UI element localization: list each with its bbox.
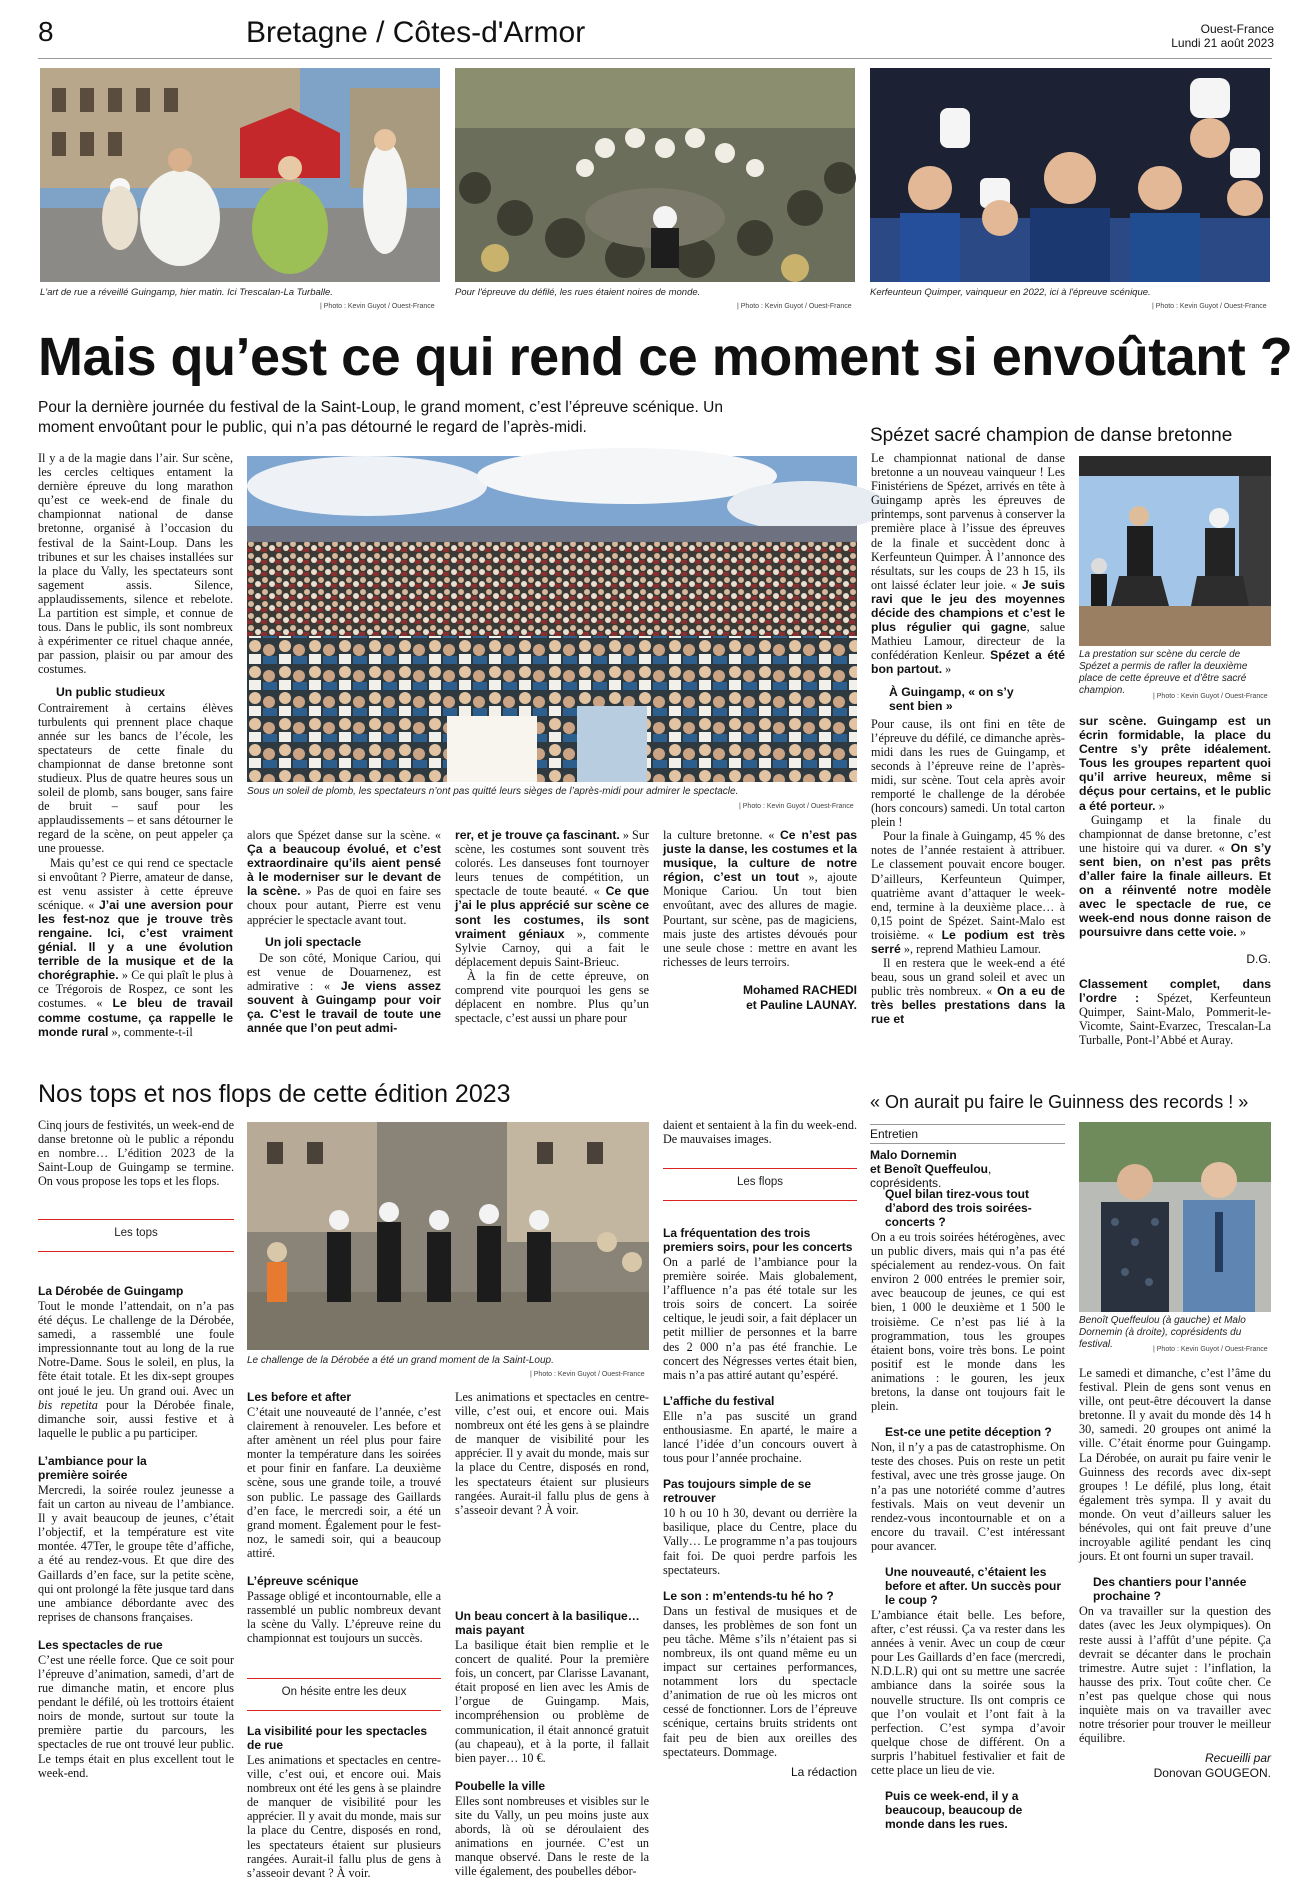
spezet-col-2: [1079, 714, 1271, 1047]
caption-parade: Pour l'épreuve du défilé, les rues étaient noires de monde.: [455, 287, 701, 298]
page-number: 8: [38, 16, 54, 47]
photo-copresidents: [1079, 1122, 1271, 1312]
question-5: Des chantiers pour l’année prochaine ?: [1093, 1575, 1247, 1604]
rule-mixed-top: [247, 1678, 441, 1679]
article-col-2: [247, 828, 441, 1035]
photo-street-art: [40, 68, 440, 282]
answer-5: On va travailler sur la question des dates (avec les Jeux olympiques). On reste aussi à l’affût d’une pépite. Ça devrait se décanter dans le prochain trimestre. Autre sujet : l’inflation, la hausse des prix. Tout coûte cher. Ce n’est pas quelque chose qui nous inquiète mais on va travailler avec notre trésorier pour trouver le meilleur équilibre.: [1079, 1604, 1271, 1746]
credit-parade: | Photo : Kevin Guyot / Ouest-France: [737, 303, 852, 310]
article-col-1: [38, 451, 233, 1039]
spezet-col-1: [871, 451, 1065, 1027]
article-paragraph: Pour la finale à Guingamp, 45 % des notes de l’année restaient à attribuer. Le classement pouvait encore bouger. D’ailleurs, Kerfeunteun Quimper, quatrième avant d’attaquer le week-end, termine à la deuxième place… à 0,15 point de Spézet. Saint-Malo est troisième. « Le podium est très serré », reprend Mathieu Lamour.: [871, 829, 1065, 956]
question-2: Est-ce une petite déception ?: [885, 1425, 1052, 1440]
caption-kerfeunteun: Kerfeunteun Quimper, vainqueur en 2022, ici à l'épreuve scénique.: [870, 287, 1151, 298]
article-paragraph: C’était une nouveauté de l’année, c’est clairement à renouveler. Les before et after amènent un réel plus pour faire monter la température dans les soirées et pour finir en fanfare. La deuxième scène, sous une grande toile, a trouvé son public. Le passage des Gaillards d’en face, le mercredi soir, a été un grand moment. Également pour le fest-noz, le samedi soir, qui a beaucoup attiré.: [247, 1405, 441, 1560]
author-line-2: et Pauline LAUNAY.: [746, 997, 857, 1012]
tops-col-2b: [247, 1724, 441, 1880]
article-paragraph: Dans un festival de musiques et de danses, les problèmes de son font un peu tâche. Même s’ils n’étaient pas si nombreux, ils ont quand même eu un impact sur certaines performances, notamment lors du spectacle d’animation de rue où les micros ont cessé de fonctionner. Lors de l’épreuve scénique, certains bruits stridents ont fait peu de bien aux oreilles des spectateurs. Dommage.: [663, 1603, 857, 1759]
rule-mixed-bottom: [247, 1710, 441, 1711]
article-paragraph: Elle n’a pas suscité un grand enthousiasme. En aparté, le maire a lancé l’idée d’un concours ouvert à tous pour l’année prochaine.: [663, 1408, 857, 1466]
rule-tops-top: [38, 1219, 234, 1220]
photo-kerfeunteun-stage: [870, 68, 1270, 282]
rule-flops-bottom: [663, 1200, 857, 1201]
article-paragraph: Mais qu’est ce qui rend ce spectacle si envoûtant ? Pierre, amateur de danse, est venu assister à cette épreuve scénique. « J’ai une aversion pour les fest-noz que je trouve très rengaine. Ici, c’est vraiment génial. Il y a une évolution terrible de la musique et de la chorégraphie. » Ce qui plaît le plus à ce Trégorois de Rospez, ce sont les costumes. « Le bleu de travail comme costume, ça rappelle le monde rural », commente-t-il: [38, 855, 233, 1039]
article-paragraph: Passage obligé et incontournable, elle a rassemblé un public nombreux devant la scène du Vally. L’épreuve reine du championnat est toujours un succès.: [247, 1589, 441, 1646]
main-standfirst: Pour la dernière journée du festival de la Saint-Loup, le grand moment, c’est l’épreuve scénique. Un moment envoûtant pour le public, qui n’a pas détourné le regard de l’après-midi.: [38, 399, 723, 436]
article-paragraph: Mercredi, la soirée roulez jeunesse a fait un carton au niveau de l’ambiance. Il y avait beaucoup de jeunes, c’était l’objectif, et la température est vite montée. 47Ter, le groupe tête d’affiche, a été au rendez-vous. Et que dire des Gaillards d’en face, sur la petite scène, qui ont prolongé la fête jusque tard dans une ambiance débordante avec des reprises de chansons françaises.: [38, 1482, 234, 1624]
publication-name: Ouest-France: [1200, 22, 1274, 36]
collected-by: Recueilli par: [1204, 1751, 1271, 1766]
label-mixed: On hésite entre les deux: [281, 1686, 407, 1698]
interview-title: « On aurait pu faire le Guinness des records ! »: [870, 1092, 1249, 1112]
heading-frequentation: La fréquentation des trois premiers soirs, pour les concerts: [663, 1226, 853, 1254]
article-paragraph: Tout le monde l’attendait, on n’a pas été déçus. Le challenge de la Dérobée, samedi, a rassemblé une foule impressionnante tout au long de la rue Notre-Dame. Sous le soleil, en plus, la fête était totale. Et les dix-sept groupes ont joué le jeu. Un grand oui. Avec un bis repetita pour la Dérobée finale, dimanche soir, aussi festive et à laquelle le public a pu participer.: [38, 1299, 234, 1440]
label-flops: Les flops: [736, 1176, 784, 1188]
caption-street-art: L'art de rue a réveillé Guingamp, hier matin. Ici Trescalan-La Turballe.: [40, 287, 333, 298]
main-headline: Mais qu’est ce qui rend ce moment si envoûtant ?: [38, 327, 1293, 387]
heading-son: Le son : m’entends-tu hé ho ?: [663, 1588, 834, 1603]
article-paragraph: la culture bretonne. « Ce n’est pas juste la danse, les costumes et la musique, la culture de notre région, c’est un tout », ajoute Monique Cariou. Un tout bien envoûtant, avec des allures de magie. Pourtant, sur scène, pas de magiciens, mais juste des artistes dévoués pour une seule chose : mettre en avant les richesses de leurs terroirs.: [663, 828, 858, 969]
article-paragraph: Il y a de la magie dans l’air. Sur scène, les cercles celtiques entament la dernière épreuve du long marathon qu’est ce week-end de finale du championnat national de danse bretonne, organisé à l’occasion du festival de la Saint-Loup. Dans les tribunes et sur les chaises installées sur la place du Vally, les spectateurs sont sagement assis. Silence, applaudissements, silence et rebelote. La partition est simple, et connue de tous. Dans le public, ils sont nombreux à expérimenter ce rituel chaque année, par passion, plaisir ou par amour des costumes.: [38, 451, 233, 677]
interview-col-1: [871, 1178, 1065, 1832]
credit-derobee: | Photo : Kevin Guyot / Ouest-France: [530, 1371, 645, 1378]
article-col-4: [663, 828, 857, 1013]
heading-spectacles-rue: Les spectacles de rue: [38, 1637, 163, 1652]
article-paragraph: sur scène. Guingamp est un écrin formidable, la place du Centre s’y prête idéalement. Tous les groupes repartent quoi qu’il arrive heureux, même si déçus pour certains, et le public a été porteur. »: [1079, 714, 1271, 813]
heading-epreuve-scenique: L’épreuve scénique: [247, 1574, 359, 1589]
photo-audience: [247, 456, 857, 782]
subheading-guingamp: À Guingamp, « on s’y sent bien »: [889, 684, 1014, 713]
ranking: Classement complet, dans l’ordre : Spézet, Kerfeunteun Quimper, Saint-Malo, Pommerit-le-Vicomte, Saint-Evarzec, Trescalan-La Turballe, Pont-l’Abbé et Auray.: [1079, 976, 1271, 1047]
article-paragraph: Les animations et spectacles en centre-ville, c’est oui, et encore oui. Mais nombreux ont été les gens à se plaindre de manquer de visibilité pour les apprécier. Il y avait du monde, mais sur la place du Centre, disposés en rond, les spectateurs étaient sur plusieurs rangées. Aurait-il fallu plus de gens à s’asseoir devant ? À voir.: [455, 1390, 649, 1517]
header-rule: [38, 58, 1272, 59]
tops-col-2: [247, 1390, 441, 1645]
author-line-1: Mohamed RACHEDI: [742, 982, 857, 997]
spezet-title: Spézet sacré champion de danse bretonne: [870, 425, 1233, 446]
answer-1: On a eu trois soirées hétérogènes, avec un public divers, mais qui n’a pas été spécialement au rendez-vous. On fait environ 2 000 entrées le premier soir, avec beaucoup de jeunes, ce qui est bien, 1 000 le deuxième et 1 500 le troisième. Ce n’est pas lié à la programmation, tous les groupes étaient bons, voire très bons. Le point positif est le monde dans les animations : le gouren, les jeux bretons, la danse ont toujours fait le plein.: [871, 1230, 1065, 1414]
rule-tops-bottom: [38, 1251, 234, 1252]
article-paragraph: Pour cause, ils ont fini en tête de l’épreuve du défilé, ce dimanche après-midi dans les rues de Guingamp, et seconds à l’épreuve reine de l’après-midi, sur scène. Tout cela après avoir remporté le challenge de la dérobée (hors concours) samedi. Un total carton plein !: [871, 716, 1065, 830]
tops-author: La rédaction: [790, 1764, 857, 1779]
photo-spezet-stage: [1079, 456, 1271, 646]
publication-date: Lundi 21 août 2023: [1171, 36, 1274, 50]
credit-audience: | Photo : Kevin Guyot / Ouest-France: [739, 803, 854, 810]
question-1: Quel bilan tirez-vous tout d’abord des trois soirées-concerts ?: [885, 1187, 1032, 1229]
caption-copresidents: Benoît Queffeulou (à gauche) et Malo Dornemin (à droite), coprésidents du festival.: [1079, 1315, 1246, 1350]
article-paragraph: Elles sont nombreuses et visibles sur le site du Vally, un peu moins juste aux abords, là où se déroulaient des animations en journée. C’est un manque observé. Dans le reste de la ville également, des poubelles débor-: [455, 1793, 649, 1879]
credit-spezet: | Photo : Kevin Guyot / Ouest-France: [1153, 693, 1268, 700]
heading-retrouver: Pas toujours simple de se retrouver: [663, 1477, 812, 1506]
heading-poubelle: Poubelle la ville: [455, 1778, 546, 1793]
tops-intro-text: Cinq jours de festivités, un week-end de danse bretonne où le public a répondu en nombre… L’édition 2023 de la Saint-Loup de Guingamp se termine. On vous propose les tops et les flops.: [38, 1118, 234, 1189]
tops-col-1: [38, 1280, 234, 1780]
subheading-public: Un public studieux: [56, 684, 166, 699]
answer-3: L’ambiance était belle. Les before, after, c’est réussi. Ça va rester dans les années à venir. Avec un coup de cœur pour Les Gaillards d’en face (mercredi, N.D.L.R) qui ont su mettre une sacrée ambiance dans la soirée sous la nouvelle structure. Ils ont compris ce que l’on voulait et l’ont fait à la perfection. C’est sympa d’avoir quelque chose de différent. On a surpris l’habituel festivalier et fait de cette place un lieu de vie.: [871, 1607, 1065, 1777]
tops-intro: [38, 1118, 234, 1188]
article-paragraph: C’est une réelle force. Que ce soit pour l’épreuve d’animation, samedi, d’art de rue dimanche matin, et encore plus pendant le défilé, où les trottoirs étaient noirs de monde, surtout sur toute la première partie du parcours, les spectacles de rue ont trouvé leur public. Le temps était en plus excellent tout le week-end.: [38, 1652, 234, 1780]
heading-ambiance: L’ambiance pour la première soirée: [38, 1453, 147, 1482]
question-3: Une nouveauté, c’étaient les before et after. Un succès pour le coup ?: [885, 1564, 1062, 1607]
credit-street-art: | Photo : Kevin Guyot / Ouest-France: [320, 303, 435, 310]
answer-2: Non, il n’y a pas de catastrophisme. On teste des choses. Puis on reste un petit festival, avec une très grosse jauge. On n’a pas une notoriété comme d’autres festivals. Mais on veut devenir un rendez-vous incontournable et on a encore du travail. C’est intéressant pour avancer.: [871, 1440, 1065, 1553]
article-paragraph: rer, et je trouve ça fascinant. » Sur scène, les costumes sont souvent très colorés. Les danseuses font tournoyer leurs tenues de compétition, un spectacle de toute beauté. « Ce que j’ai le plus apprécié sur scène ce sont les costumes, ils sont vraiment géniaux », commente Sylvie Carnoy, qui a fait le déplacement depuis Saint-Brieuc.: [455, 828, 649, 969]
spezet-author: D.G.: [1246, 951, 1271, 966]
interview-col-2: [1079, 1366, 1271, 1781]
heading-basilique: Un beau concert à la basilique… mais payant: [455, 1609, 640, 1637]
credit-copresidents: | Photo : Kevin Guyot / Ouest-France: [1153, 1346, 1268, 1353]
caption-derobee: Le challenge de la Dérobée a été un grand moment de la Saint-Loup.: [247, 1355, 554, 1366]
interview-persons: Malo Dornemin et Benoît Queffeulou, coprésidents.: [870, 1148, 992, 1190]
question-4: Puis ce week-end, il y a beaucoup, beaucoup de monde dans les rues.: [885, 1789, 1023, 1832]
subheading-spectacle: Un joli spectacle: [265, 934, 362, 949]
article-paragraph: Contrairement à certains élèves turbulents qui prennent place chaque année sur les bancs de l’école, les spectateurs de cette finale du championnat de danse bretonne sont studieux. Plus de quatre heures sous un soleil de plomb, sans bouger, sans faire de bruit – sauf pour les applaudissements – et sans détourner le regard de la scène, on peut appeler ça une prouesse.: [38, 700, 233, 856]
heading-before-after: Les before et after: [247, 1390, 352, 1404]
article-paragraph: On a parlé de l’ambiance pour la première soirée. Mais globalement, l’affluence n’a pas été totale sur les trois soirs de concert. La soirée celtique, le jeudi soir, a fait déplacer un petit millier de personnes et la barre des 2 000 n’a pas été franchie. Le concert des Négresses vertes était bien, mais n’a pas attiré autant qu’espéré.: [663, 1255, 857, 1382]
article-paragraph: alors que Spézet danse sur la scène. « Ça a beaucoup évolué, et c’est extraordinaire qu’ils aient pensé à le moderniser sur le devant de la scène. » Pas de quoi en faire ses choux pour autant, Pierre est venu apprécier le spectacle avant tout.: [247, 828, 441, 927]
heading-affiche: L’affiche du festival: [663, 1393, 775, 1408]
article-col-3: [455, 828, 649, 1025]
collector-name: Donovan GOUGEON.: [1153, 1766, 1271, 1781]
interview-kicker: Entretien: [870, 1127, 919, 1141]
photo-derobee: [247, 1122, 649, 1350]
label-tops: Les tops: [114, 1227, 158, 1239]
article-paragraph: Les animations et spectacles en centre-ville, c’est oui, et encore oui. Mais nombreux ont été les gens à se plaindre de manquer de visibilité pour les apprécier. Il y avait du monde, mais sur la place du Centre, disposés en rond, les spectateurs étaient sur plusieurs rangées. Aurait-il fallu plus de gens à s’asseoir devant ? À voir.: [247, 1753, 441, 1880]
article-paragraph: De son côté, Monique Cariou, qui est venue de Douarnenez, est admirative : « Je viens assez souvent à Guingamp pour voir ça. C’est le travail de toute une année que l’on peut admi-: [247, 950, 441, 1036]
article-paragraph: Le championnat national de danse bretonne a un nouveau vainqueur ! Les Finistériens de Spézet, arrivés en tête à Guingamp après les épreuves de printemps, sont parvenus à conserver la première place à l’issue des épreuves de la finale et succèdent donc à Kerfeunteun Quimper. À l’annonce des résultats, sur les coups de 23 h 15, ils ont laissé éclater leur joie. « Je suis ravi que le jeu des moyennes décide des champions et c’est le plus régulier qui gagne, salue Mathieu Lamour, directeur de la confédération Kenleur. Spézet a été bon partout. »: [871, 451, 1066, 677]
article-paragraph: Il en restera que le week-end a été beau, sous un grand soleil et avec un public très nombreux. « On a eu de très belles prestations dans la rue et: [871, 956, 1065, 1027]
tops-col-4b: [663, 1226, 857, 1780]
answer-4: Le samedi et dimanche, c’est l’âme du festival. Plein de gens sont venus en ville, ont peut-être découvert la danse bretonne. Il y avait du monde dès 14 h 30, samedi. 20 groupes ont animé la ville. C’était énorme pour Guingamp. La Dérobée, on aurait pu faire venir le Guinness des records avec dix-sept groupes ! Le défilé, plus long, était également très sympa. Il y avait du monde. On veut d’ailleurs saluer les bénévoles, qui ont fait preuve d’une incroyable agilité pendant les cinq jours. Et ont fourni un super travail.: [1079, 1366, 1271, 1564]
caption-spezet: La prestation sur scène du cercle de Spézet a permis de rafler la deuxième place de cette épreuve et d’être sacré champion.: [1079, 649, 1248, 696]
credit-kerfeunteun: | Photo : Kevin Guyot / Ouest-France: [1152, 303, 1267, 310]
article-paragraph: La basilique était bien remplie et le concert de qualité. Pour la première fois, un concert, par Clarisse Lavanant, était proposé en lien avec les Amis de l’orgue de Guingamp. Mais, incompréhension ou problème de communication, il était annoncé gratuit (au chapeau), et à la porte, il fallait bien payer… 10 €.: [455, 1638, 649, 1765]
heading-visibilite: La visibilité pour les spectacles de rue: [247, 1724, 428, 1752]
heading-derobee: La Dérobée de Guingamp: [38, 1284, 184, 1298]
article-paragraph: daient et sentaient à la fin du week-end. De mauvaises images.: [663, 1118, 857, 1147]
photo-parade-crowd: [455, 68, 855, 282]
caption-audience: Sous un soleil de plomb, les spectateurs n’ont pas quitté leurs sièges de l’après-midi pour admirer le spectacle.: [247, 786, 739, 797]
tops-col-3: [455, 1390, 649, 1878]
tops-title: Nos tops et nos flops de cette édition 2023: [38, 1080, 511, 1108]
article-paragraph: À la fin de cette épreuve, on comprend vite pourquoi les gens se déplacent en nombre. Plus qu’un spectacle, c’est aussi un phare pour: [455, 968, 649, 1026]
article-paragraph: Guingamp et la finale du championnat de danse bretonne, c’est une histoire qui va durer. « On s’y sent bien, on n’est pas prêts d’aller faire la finale ailleurs. Et on a réinventé notre modèle avec le spectacle de rue, ce week-end nous donne raison de poursuivre dans cette voie. »: [1079, 812, 1271, 940]
tops-col-4: [663, 1118, 857, 1146]
rule-flops-top: [663, 1168, 857, 1169]
article-paragraph: 10 h ou 10 h 30, devant ou derrière la basilique, place du Centre, place du Vally… Le programme n’a pas toujours fait foi. De quoi perdre parfois les spectateurs.: [663, 1506, 857, 1577]
section-title: Bretagne / Côtes-d'Armor: [246, 16, 586, 49]
